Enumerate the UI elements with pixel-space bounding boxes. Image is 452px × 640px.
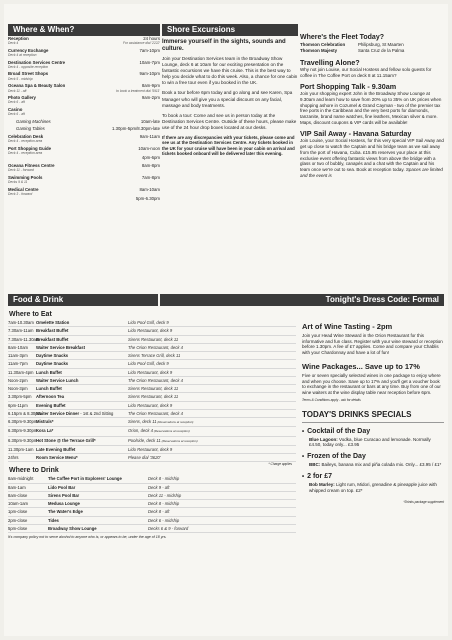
where-when-location [8, 77, 160, 81]
drink-special-name: Cocktail of the Day [307, 427, 371, 435]
row-time: 6.15pm & 8.30pm [8, 410, 42, 416]
food-drink-bar [8, 294, 444, 306]
table-row [8, 427, 296, 436]
fleet-ship: Thomson Celebration [300, 42, 346, 47]
row-name-text: The Coffee Port in Explorers' Lounge [48, 476, 122, 482]
table-row [8, 385, 296, 393]
row-name [48, 525, 148, 532]
row-location-text: The Orion Restaurant, deck 4 [128, 344, 183, 350]
where-when-location-text: Deck 4 at reception [8, 53, 37, 58]
row-time: 1pm-close [8, 509, 28, 515]
where-when-item [8, 107, 160, 117]
row-location-text: Lido Restaurant, deck 9 [128, 328, 173, 334]
row-name [48, 500, 148, 507]
where-when-location-text: Decks 9 & 11 [8, 180, 28, 185]
row-location-extra: (Reservations at reception) [156, 420, 194, 424]
eat-drink-section [8, 310, 296, 539]
row-location-extra: (Reservations at reception) [152, 429, 190, 434]
vip-sail-away-heading: VIP Sail Away - Havana Saturday [300, 129, 412, 139]
where-when-item [8, 126, 160, 131]
where-when-time: 8am-8pm [141, 162, 160, 168]
where-when-item [8, 196, 160, 201]
where-when-label: Port Shopping Guide [8, 145, 51, 151]
row-location [128, 437, 198, 445]
row-name-text: Waiter Service Breakfast [36, 344, 85, 350]
table-row [8, 437, 296, 446]
row-name-text: Lunch Buffet [36, 386, 62, 391]
row-name [36, 327, 128, 334]
where-when-label: Gaming Machines [16, 118, 51, 124]
dress-code-band: Tonight's Dress Code: Formal [160, 294, 444, 306]
row-location [128, 385, 178, 392]
where-when-time: 9am-2pm [141, 94, 160, 100]
bullet-icon: • [302, 428, 305, 435]
row-name [36, 410, 128, 417]
row-location-extra: (Reservations at reception) [160, 438, 198, 443]
row-location-text: The Orion Restaurant, deck 4 [128, 377, 183, 383]
where-when-label: Oceana Fitness Centre [8, 162, 55, 168]
drink-special-text [302, 462, 444, 468]
row-location-text: Lido Restaurant, deck 9 [128, 446, 173, 452]
row-location [148, 492, 181, 499]
row-time: 8am-close [8, 492, 28, 498]
row-time: 2pm-close [8, 517, 28, 523]
table-row [8, 369, 296, 377]
row-name-text: Room Service Menu* [36, 455, 78, 460]
shore-paragraph-3: To book a tour: Come and see us in person today at the Destination Services Centre. Outside of these hours, please make use of the 24 hour drop boxes located at our desks. [162, 112, 297, 130]
row-name-text: Breakfast Buffet [36, 328, 69, 334]
where-when-location [8, 139, 160, 143]
table-row [8, 418, 296, 427]
where-when-location [8, 89, 160, 93]
where-when-location-text: Deck 5 - midship [8, 76, 33, 81]
wine-tasting-text: Join your Head Wine Steward in the Orion Restaurant for this informative and fun class. Register with your wine steward or reception before 1.30pm. A fee of £7 applies. Come and compare your Chablis with your Chardonnay and have a lot of fun! [302, 333, 443, 356]
where-when-item [8, 36, 160, 46]
port-shopping-heading: Port Shopping Talk - 9.30am [300, 82, 397, 92]
row-time: Noon-3pm [8, 386, 28, 391]
fleet-location: Philipsburg, St Maarten [358, 42, 404, 47]
where-when-label: Destination Services Centre [8, 59, 66, 65]
table-row [8, 327, 296, 335]
where-when-item [8, 71, 160, 81]
where-when-item [8, 83, 160, 93]
drinks-package-note: *Drinks package supplement [403, 499, 444, 504]
where-when-time: 10am-late [140, 118, 160, 124]
where-when-time: 1.30pm-5pm/8.30pm-late [111, 126, 160, 132]
row-location-text: Sirens Restaurant, deck 11 [128, 336, 179, 342]
where-when-item [8, 187, 160, 197]
where-when-item [8, 146, 160, 156]
where-to-eat-title: Where to Eat [9, 311, 52, 318]
where-when-row [8, 126, 160, 131]
fleet-row [300, 48, 444, 53]
drink-special-heading [302, 427, 444, 437]
where-when-row [8, 155, 160, 160]
row-name [36, 427, 128, 435]
row-time: 11.30pm-1am [8, 446, 34, 452]
where-to-eat-list [8, 319, 296, 462]
shore-excursions [162, 36, 298, 156]
table-row [8, 336, 296, 344]
row-location-text: Lido Restaurant, deck 9 [128, 402, 173, 408]
where-when-location [8, 168, 160, 172]
where-when-row [8, 119, 160, 124]
row-name [36, 344, 128, 351]
where-when-time: 10am-7pm [139, 59, 160, 65]
where-when-label: Broad Street Shops [8, 71, 49, 77]
row-name [36, 360, 128, 367]
row-time: 6pm-11pm [8, 402, 28, 408]
where-when-location [8, 180, 160, 184]
row-location-text: Sirens Restaurant, deck 11 [128, 386, 179, 391]
where-when-location [8, 53, 160, 57]
table-row [8, 393, 296, 401]
where-when-location-text: Deck 4 - reception area [8, 150, 43, 155]
where-when-item [8, 60, 160, 70]
row-location [128, 410, 183, 417]
table-row [8, 492, 296, 500]
row-time: 7am-10.30am [8, 320, 34, 325]
travelling-alone-text: Why not join Louise, our Social Hostess and fellow solo guests for coffee in The Coffee Port on deck 8 at 11.15am? [300, 66, 432, 78]
row-location [128, 446, 172, 453]
where-when-location-text: Deck 4 - opposite reception [8, 65, 49, 69]
drinks-specials-list [302, 427, 444, 494]
drink-special-lead: Bob Marley: [309, 482, 335, 488]
drink-special-name: Frozen of the Day [307, 453, 366, 461]
row-location [148, 508, 169, 515]
where-when-item [8, 155, 160, 160]
row-name [36, 402, 128, 409]
where-when-extra: to book a treatment dial '5911' [116, 88, 160, 93]
row-name-text: Lunch Buffet [36, 369, 62, 375]
where-when-location-text: Deck 4 - reception area [8, 139, 43, 144]
table-row [8, 454, 296, 462]
row-time: 11.30am-4pm [8, 369, 34, 375]
where-when-item [8, 175, 160, 185]
row-time: 8am-midnight [8, 476, 34, 482]
where-to-drink-list [8, 475, 296, 533]
where-when-location [8, 41, 160, 45]
row-name-text: Medusa Lounge [48, 501, 80, 506]
where-when-time: 9am-11am [139, 133, 160, 139]
table-row [8, 344, 296, 352]
row-location-text: Deck 6 - midship [148, 517, 180, 523]
where-when-list [8, 36, 160, 204]
row-time: 7.30am-11.30am [8, 336, 40, 342]
where-when-item [8, 48, 160, 58]
row-location-text: Lido Pool Grill, deck 9 [128, 320, 169, 325]
where-when-time: 8am-9pm [141, 83, 160, 89]
drink-special-lead: Blue Lagoon: [309, 436, 338, 442]
row-name [36, 336, 128, 343]
row-name-extra: - 1st & 2nd Sitting [79, 410, 114, 416]
port-shopping-text: Join your shopping expert John in the Broadway Show Lounge at 9.30am and learn how to save from 20% up to 35% on UK prices when shopping ashore in Cozumel & Grand Cayman - two of the premier tax free ports in the Caribbean and the very best ports for diamonds, tanzanite, brand name watches, fine leathers, Mexican silver & more. Maps, discount coupons & VIP cards will be available! [300, 91, 442, 125]
row-location-text: Deck 9 - aft [148, 484, 170, 490]
wine-packages-heading: Wine Packages... Save up to 17% [302, 361, 420, 371]
table-row [8, 352, 296, 360]
where-when-time: 9am-10pm [139, 71, 160, 77]
row-name [36, 369, 128, 376]
row-location-text: Deck 8 - aft [148, 509, 170, 515]
row-location [148, 475, 179, 482]
row-name-text: Sirens Pool Bar [48, 492, 80, 498]
drink-special [302, 427, 444, 449]
row-location-text: Lido Pool Grill, deck 9 [128, 361, 169, 367]
where-when-time: 5pm-6.30pm [135, 196, 160, 202]
table-row [8, 525, 296, 533]
row-time: 5pm-close [8, 525, 28, 531]
where-when-extra: For assistance dial '2222' [123, 41, 160, 46]
table-row [8, 484, 296, 492]
row-location [128, 360, 169, 367]
row-name [36, 385, 128, 392]
where-when-location-text: Deck 11 - forward [8, 168, 34, 173]
drink-special-heading [302, 472, 444, 482]
where-to-drink-title: Where to Drink [9, 467, 59, 475]
row-name-text: Waiter Service Dinner [36, 410, 80, 416]
wine-tasting-heading: Art of Wine Tasting - 2pm [302, 322, 393, 331]
right-column [300, 34, 444, 178]
where-when-label: Oceana Spa & Beauty Salon [8, 83, 66, 89]
row-location-text: Lido Restaurant, deck 9 [128, 369, 173, 375]
row-time: 11am-7pm [8, 361, 28, 367]
row-name [36, 446, 128, 453]
row-location-text: Deck 11 - midship [148, 492, 182, 498]
table-row [8, 360, 296, 368]
row-time: 8am-1am [8, 484, 26, 490]
row-name [36, 319, 128, 326]
where-when-row [8, 196, 160, 201]
row-location [128, 418, 193, 426]
row-location [148, 525, 188, 532]
where-when-item [8, 134, 160, 144]
row-name [36, 454, 128, 461]
row-time: 24hrs [8, 455, 19, 460]
row-name-text: Mistrals* [36, 419, 54, 424]
row-location-text: Sirens Restaurant, deck 11 [128, 394, 179, 400]
row-location [148, 517, 179, 524]
row-name [36, 393, 128, 400]
table-row [8, 508, 296, 516]
row-location-text: Deck 8 - midship [148, 501, 180, 506]
row-name-text: Daytime Snacks [36, 361, 69, 367]
where-when-band: Where & When? [8, 24, 160, 36]
row-location [128, 454, 161, 461]
where-when-label: Casino [8, 106, 23, 112]
row-name-text: The Water's Edge [48, 509, 83, 515]
row-time: 6.30pm-9.30pm [8, 437, 38, 443]
row-time: 7.30am-11am [8, 328, 34, 334]
drink-special-text [302, 437, 444, 449]
row-name [36, 418, 128, 426]
row-name [48, 508, 148, 515]
row-location [128, 402, 172, 409]
row-location-text: The Orion Restaurant, deck 4 [128, 410, 183, 416]
where-when-location-text: Deck 6 - aft [8, 100, 25, 105]
table-row [8, 475, 296, 483]
food-drink-band: Food & Drink [8, 294, 158, 306]
row-time: 6.30pm-9.30pm [8, 428, 38, 434]
row-name-text: Breakfast Buffet [36, 336, 69, 342]
row-time: 10am-1am [8, 501, 29, 506]
row-name-text: Afternoon Tea [36, 394, 65, 400]
alcohol-policy: It's company policy not to serve alcohol to anyone who is, or appears to be, under the age of 18 yrs. [8, 535, 167, 539]
drink-special-desc: Baileys, banana mix and piña colada mix. Only... £3.95 / £1* [320, 462, 442, 468]
row-location-text: Deck 8 - midship [148, 476, 180, 482]
where-when-label: Photo Gallery [8, 94, 36, 100]
row-name-text: Tides [48, 517, 59, 523]
row-name-text: Waiter Service Lunch [36, 377, 79, 383]
travelling-alone-heading: Travelling Alone? [300, 57, 360, 67]
row-name-text: Evening Buffet [36, 402, 66, 408]
table-row [8, 319, 296, 327]
row-location [148, 484, 169, 491]
drink-special [302, 452, 444, 468]
shore-headline: Immerse yourself in the sights, sounds and culture. [162, 39, 286, 52]
table-row [8, 410, 296, 418]
row-time: 11am-3pm [8, 353, 28, 358]
drink-special [302, 472, 444, 494]
where-when-item [8, 119, 160, 124]
row-time: 3.30pm-5pm [8, 394, 32, 400]
row-name [48, 484, 148, 491]
row-location-text: Orion, deck 4 [128, 428, 153, 434]
row-time: 6.30pm-9.30pm [8, 419, 38, 424]
shore-paragraph-4: If there are any discrepancies with your tickets, please come and see us at the Destination Services Centre. Any tickets booked in the UK for your cruise will have been in your cabin on arrival and tickets booked onboard will be delivered later this evening. [162, 135, 295, 156]
where-when-time: 7am-10pm [139, 47, 160, 53]
drink-special-lead: BBC: [309, 462, 321, 468]
row-time: 8am-10am [8, 344, 29, 350]
where-when-label: Reception [8, 36, 29, 41]
where-when-time: 7am-8pm [141, 174, 160, 180]
vip-limited-note: Spaces are limited and the event is [300, 166, 443, 178]
row-location [128, 393, 178, 400]
row-location [128, 327, 172, 334]
where-when-location-text: Deck 3 - forward [8, 191, 33, 196]
bullet-icon: • [302, 474, 305, 481]
row-location [128, 369, 172, 376]
where-when-label: Medical Centre [8, 186, 39, 192]
where-when-location [8, 65, 160, 69]
wine-packages-terms: Terms & Conditions apply - ask for details [302, 397, 361, 402]
row-time: Noon-2pm [8, 377, 28, 383]
food-drink-right [302, 322, 444, 504]
fleet-list [300, 42, 444, 54]
fleet-row [300, 42, 444, 47]
table-row [8, 402, 296, 410]
where-when-time: 24 hours [143, 36, 160, 41]
row-location-text: Please dial '3620' [128, 455, 161, 460]
where-when-time: 8am-10am [139, 186, 160, 192]
row-location [128, 336, 178, 343]
where-when-item [8, 163, 160, 173]
row-name [36, 437, 128, 445]
drink-special-heading [302, 452, 444, 462]
where-when-time: 10am-noon [138, 145, 160, 151]
fleet-title: Where's the Fleet Today? [300, 34, 384, 41]
where-when-item [8, 95, 160, 105]
where-when-time: 4pm-6pm [141, 155, 160, 161]
where-when-location [8, 100, 160, 104]
row-location [128, 352, 180, 359]
row-name-text: Lido Pool Bar [48, 484, 76, 490]
table-row [8, 377, 296, 385]
row-name [48, 475, 148, 482]
row-name-text: Late Evening Buffet [36, 446, 76, 452]
row-name-text: Kora La* [36, 428, 54, 434]
table-row [8, 500, 296, 508]
row-location [128, 377, 183, 384]
where-when-label: Gaming Tables [16, 126, 45, 132]
row-location [128, 319, 169, 326]
bullet-icon: • [302, 454, 305, 461]
fleet-ship: Thomson Majesty [300, 48, 338, 54]
where-when-location-text: Deck 6 - aft [8, 112, 25, 117]
vip-sail-away-text: Join Louise, your Social Hostess, for this very special VIP Sail Away and get up close to watch the Captain and his bridge team as we sail away from the port of Havana, Cuba. £15.95 reserves your place at this exclusive event offering fantastic views from above the bridge with a glass or two of bubbly, canapés and a chat with the Captain and his team once we're out to sea. Book at reception today. Spaces are limited and the event is [300, 138, 444, 178]
charge-note: * Charge applies [268, 462, 292, 467]
where-when-location-text: Deck 11 - aft [8, 88, 27, 93]
where-when-label: Celebration Desk [8, 133, 44, 139]
shore-paragraph-2: Book a tour before 6pm today and go along and see Karen, Spa Manager who will give you a special discount on any facial, massage and body treatments. [162, 90, 293, 108]
row-location [128, 344, 183, 351]
where-when-label: Swimming Pools [8, 174, 43, 180]
row-name [48, 517, 148, 524]
row-name-text: Daytime Snacks [36, 353, 69, 358]
row-name [36, 352, 128, 359]
where-when-label: Currency Exchange [8, 47, 49, 53]
row-name [48, 492, 148, 499]
table-row [8, 446, 296, 454]
drink-special-name: 2 for £7 [307, 473, 333, 481]
table-row [8, 517, 296, 525]
daily-programme-page [4, 4, 448, 636]
row-location [148, 500, 179, 507]
row-location-text: Poolside, deck 11 [128, 437, 161, 443]
row-location [128, 427, 190, 435]
drinks-specials-title: TODAY'S DRINKS SPECIALS [302, 410, 444, 423]
row-name-text: Hot Stone @ the Terrace Grill* [36, 437, 96, 443]
row-name-text: Omelette Station [36, 320, 70, 325]
drink-special-desc: Light rum, Midori, grenadine & pineapple juice with whipped cream on top. £2* [309, 482, 437, 493]
row-location-text: Sirens, deck 11 [128, 419, 157, 424]
row-location-text: Sirens Terrace Grill, deck 11 [128, 353, 181, 358]
fleet-location: Santa Cruz de la Palma [358, 48, 405, 54]
wine-packages-text: Five or seven specially selected wines in one package to enjoy where and when you choose. Save up to 17% and you'll get a voucher book to exchange in the restaurant or bars at any time. Buy from one of our wine waiters at the wine display table near reception before 6pm. [302, 372, 441, 395]
shore-paragraph-1: Join your Destination Services team in the Broadway Show Lounge, deck 6 at 10am for our exciting presentation on the fantastic excursions we have this cruise. This is the best way to help you decide what to do this week. Also, a chance for one cabin to win a free tour even if you booked in the UK. [162, 56, 298, 86]
drink-special-desc: Vodka, blue Curacao and lemonade. Normally £4.50, today only... £3.95 [309, 436, 431, 448]
row-location-text: Decks 6 & 9 - forward [148, 525, 189, 531]
drink-special-text [302, 482, 444, 494]
shore-excursions-band: Shore Excursions [162, 24, 298, 36]
row-name-text: Broadway Show Lounge [48, 525, 97, 531]
where-when-location-text: Deck 4 [8, 41, 19, 46]
where-when-location [8, 112, 160, 116]
row-name [36, 377, 128, 384]
